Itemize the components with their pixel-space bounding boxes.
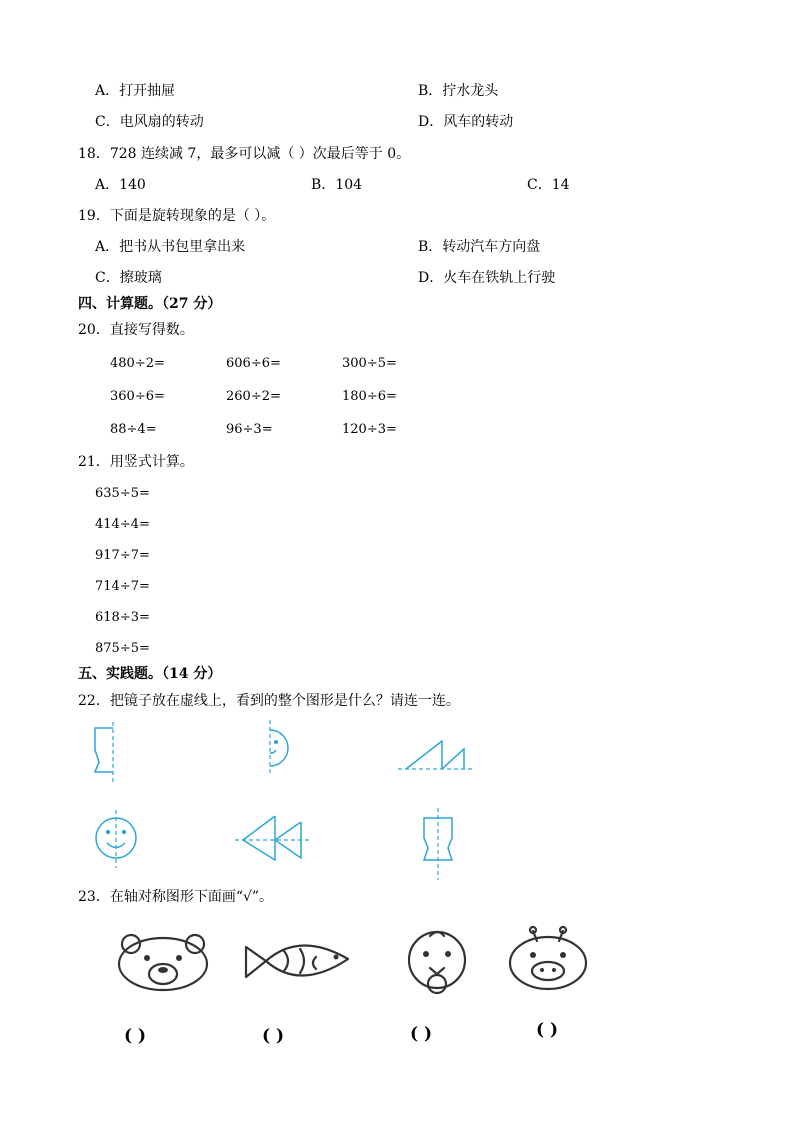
q20-item: 360÷6= — [110, 389, 165, 404]
q19-option-b: B．转动汽车方向盘 — [418, 239, 541, 255]
whole-smiley-figure — [92, 810, 142, 868]
q21-item: 414÷4= — [95, 517, 150, 532]
q17-option-a: A．打开抽屉 — [95, 83, 176, 99]
q20-item: 606÷6= — [226, 356, 281, 371]
q17-option-b: B．拧水龙头 — [418, 83, 499, 99]
fish-figure — [240, 935, 356, 987]
q18-stem: 18．728 连续减 7，最多可以减（ ）次最后等于 0。 — [78, 146, 411, 162]
giraffe-figure — [505, 925, 591, 995]
q23-stem: 23．在轴对称图形下面画“√”。 — [78, 889, 274, 905]
section-5-title: 五、实践题。（14 分） — [78, 666, 222, 682]
chick-figure — [400, 928, 476, 998]
q22-stem: 22．把镜子放在虚线上，看到的整个图形是什么？请连一连。 — [78, 693, 460, 709]
q21-stem: 21．用竖式计算。 — [78, 454, 194, 470]
q21-item: 917÷7= — [95, 548, 150, 563]
q17-option-c: C．电风扇的转动 — [95, 114, 204, 130]
q20-item: 96÷3= — [226, 422, 273, 437]
whole-goblet-figure — [418, 808, 462, 880]
answer-blank[interactable]: ( ) — [410, 1024, 433, 1044]
answer-blank[interactable]: ( ) — [124, 1026, 147, 1046]
half-goblet-figure — [85, 722, 125, 782]
half-triangles-figure — [398, 735, 478, 775]
whole-triangles-figure — [235, 812, 315, 862]
q18-option-b: B．104 — [311, 177, 363, 193]
bear-face-figure — [115, 932, 211, 994]
q19-stem: 19．下面是旋转现象的是（ ）。 — [78, 208, 276, 224]
q20-item: 88÷4= — [110, 422, 157, 437]
q20-item: 480÷2= — [110, 356, 165, 371]
q19-option-d: D．火车在铁轨上行驶 — [418, 270, 556, 286]
half-smiley-figure — [255, 720, 295, 780]
q17-option-d: D．风车的转动 — [418, 114, 514, 130]
answer-blank[interactable]: ( ) — [536, 1020, 559, 1040]
section-4-title: 四、计算题。（27 分） — [78, 296, 222, 312]
q18-option-a: A．140 — [95, 177, 146, 193]
q21-item: 875÷5= — [95, 641, 150, 656]
answer-blank[interactable]: ( ) — [262, 1026, 285, 1046]
q20-item: 120÷3= — [342, 422, 397, 437]
q21-item: 714÷7= — [95, 579, 150, 594]
q20-item: 260÷2= — [226, 389, 281, 404]
q20-item: 300÷5= — [342, 356, 397, 371]
q19-option-c: C．擦玻璃 — [95, 270, 162, 286]
q21-item: 618÷3= — [95, 610, 150, 625]
q19-option-a: A．把书从书包里拿出来 — [95, 239, 246, 255]
q18-option-c: C．14 — [527, 177, 570, 193]
q21-item: 635÷5= — [95, 486, 150, 501]
q20-stem: 20．直接写得数。 — [78, 322, 194, 338]
q20-item: 180÷6= — [342, 389, 397, 404]
